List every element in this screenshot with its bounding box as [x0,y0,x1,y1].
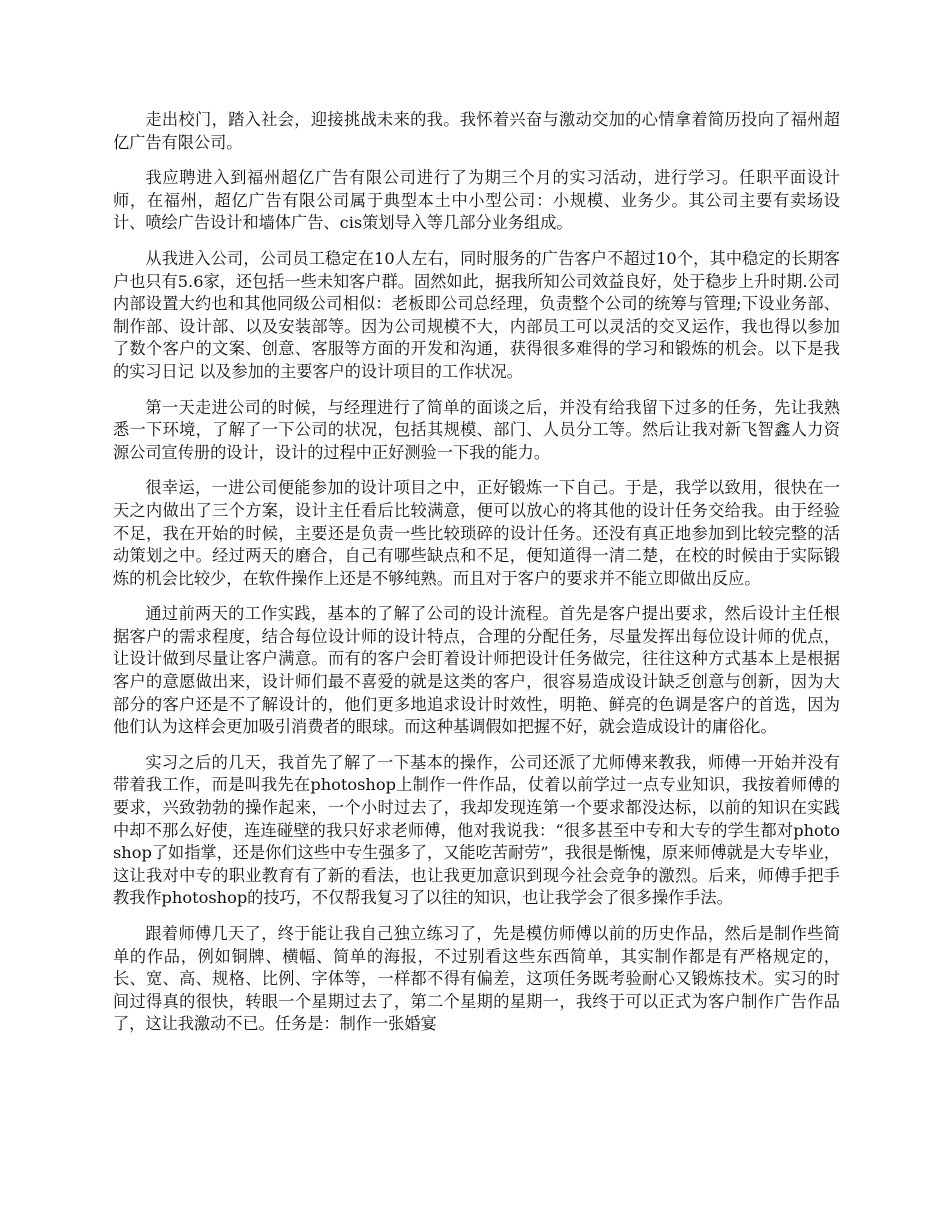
paragraph-company-structure: 从我进入公司，公司员工稳定在10人左右，同时服务的广告客户不超过10个，其中稳定的长期客户也只有5.6家，还包括一些未知客户群。固然如此，据我所知公司效益良好，处于稳步上升时期.公司内部设置大约也和其他同级公司相似：老板即公司总经理，负责整个公司的统筹与管理;下设业务部、制作部、设计部、以及安装部等。因为公司规模不大，内部员工可以灵活的交叉运作，我也得以参加了数个客户的文案、创意、客服等方面的开发和沟通，获得很多难得的学习和锻炼的机会。以下是我的实习日记 以及参加的主要客户的设计项目的工作状况。 [113,248,840,381]
paragraph-first-day: 第一天走进公司的时候，与经理进行了简单的面谈之后，并没有给我留下过多的任务，先让我熟悉一下环境，了解了一下公司的状况，包括其规模、部门、人员分工等。然后让我对新飞智鑫人力资源公司宣传册的设计，设计的过程中正好测验一下我的能力。 [113,397,840,462]
paragraph-independent-practice: 跟着师傅几天了，终于能让我自己独立练习了，先是模仿师傅以前的历史作品，然后是制作些简单的作品，例如铜牌、横幅、简单的海报，不过别看这些东西简单，其实制作都是有严格规定的，长、宽、高、规格、比例、字体等，一样都不得有偏差，这项任务既考验耐心又锻炼技术。实习的时间过得真的很快，转眼一个星期过去了，第二个星期的星期一，我终于可以正式为客户制作广告作品了，这让我激动不已。任务是：制作一张婚宴 [113,924,840,1034]
paragraph-design-process: 通过前两天的工作实践，基本的了解了公司的设计流程。首先是客户提出要求，然后设计主任根据客户的需求程度，结合每位设计师的设计特点，合理的分配任务，尽量发挥出每位设计师的优点，让设计做到尽量让客户满意。而有的客户会盯着设计师把设计任务做完，往往这种方式基本上是根据客户的意愿做出来，设计师们最不喜爱的就是这类的客户，很容易造成设计缺乏创意与创新，因为大部分的客户还是不了解设计的，他们更多地追求设计时效性，明艳、鲜亮的色调是客户的首选，因为他们认为这样会更加吸引消费者的眼球。而这种基调假如把握不好，就会造成设计的庸俗化。 [113,604,840,737]
paragraph-company-overview: 我应聘进入到福州超亿广告有限公司进行了为期三个月的实习活动，进行学习。任职平面设计师，在福州，超亿广告有限公司属于典型本土中小型公司：小规模、业务少。其公司主要有卖场设计、喷绘广告设计和墙体广告、cis策划导入等几部分业务组成。 [113,168,840,233]
paragraph-intro: 走出校门，踏入社会，迎接挑战未来的我。我怀着兴奋与激动交加的心情拿着简历投向了福州超亿广告有限公司。 [113,110,840,152]
paragraph-first-project: 很幸运，一进公司便能参加的设计项目之中，正好锻炼一下自己。于是，我学以致用，很快在一天之内做出了三个方案，设计主任看后比较满意，便可以放心的将其他的设计任务交给我。由于经验不足，我在开始的时候，主要还是负责一些比较琐碎的设计任务。还没有真正地参加到比较完整的活动策划之中。经过两天的磨合，自己有哪些缺点和不足，便知道得一清二楚，在校的时候由于实际锻炼的机会比较少，在软件操作上还是不够纯熟。而且对于客户的要求并不能立即做出反应。 [113,478,840,588]
paragraph-mentor-training: 实习之后的几天，我首先了解了一下基本的操作，公司还派了尤师傅来教我，师傅一开始并没有带着我工作，而是叫我先在photoshop上制作一件作品，仗着以前学过一点专业知识，我按着师傅的要求，兴致勃勃的操作起来，一个小时过去了，我却发现连第一个要求都没达标，以前的知识在实践中却不那么好使，连连碰壁的我只好求老师傅，他对我说我：“很多甚至中专和大专的学生都对photoshop了如指掌，还是你们这些中专生强多了，又能吃苦耐劳”，我很是惭愧，原来师傅就是大专毕业，这让我对中专的职业教育有了新的看法，也让我更加意识到现今社会竞争的激烈。后来，师傅手把手教我作photoshop的技巧，不仅帮我复习了以往的知识，也让我学会了很多操作手法。 [113,752,840,908]
